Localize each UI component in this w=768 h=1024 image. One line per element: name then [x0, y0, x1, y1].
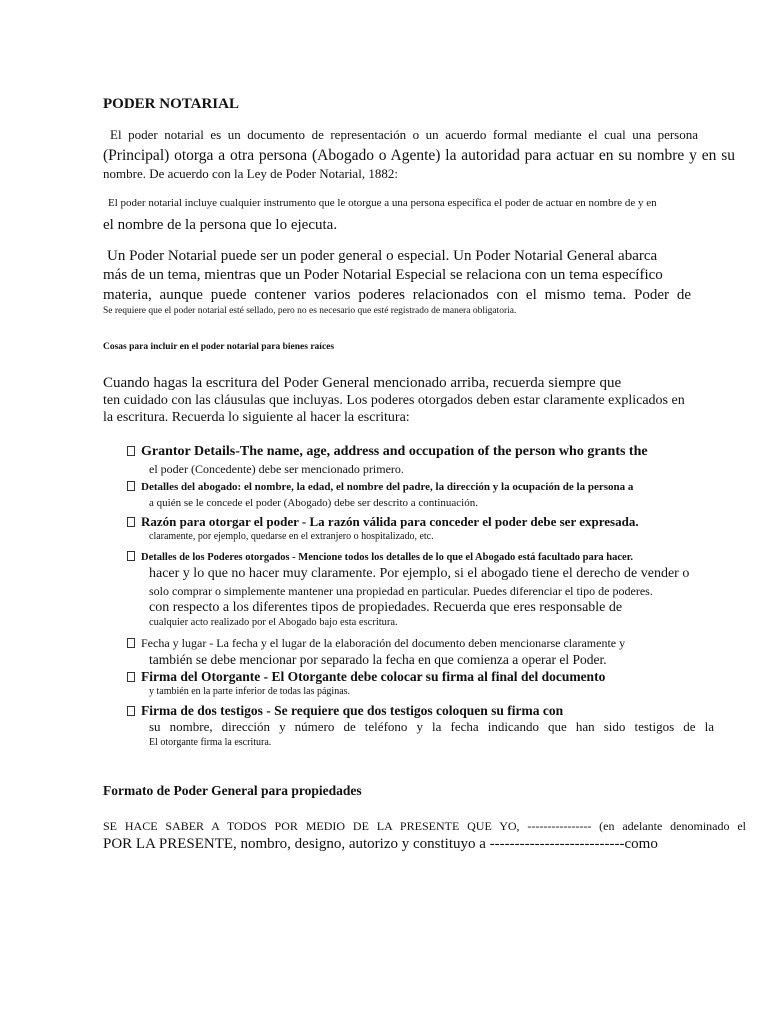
- bullet-4-line-1: Detalles de los Poderes otorgados - Mencione todos los detalles de lo que el Abogado está facultado para hacer.: [141, 552, 634, 563]
- bullet-4-line-5: cualquier acto realizado por el Abogado bajo esta escritura.: [149, 617, 398, 628]
- bullet-witness-signatures: [127, 704, 563, 718]
- bullet-4-line-3: solo comprar o simplemente mantener una propiedad en particular. Puedes diferenciar el tipo de poderes.: [149, 584, 653, 598]
- bullet-5-line-1: Fecha y lugar - La fecha y el lugar de la elaboración del documento deben mencionarse claramente y: [141, 636, 626, 650]
- document-title: PODER NOTARIAL: [103, 96, 239, 112]
- checkbox-glyph-icon: [127, 706, 135, 716]
- checkbox-glyph-icon: [127, 481, 135, 491]
- section-subheading: Cosas para incluir en el poder notarial para bienes raíces: [103, 342, 335, 352]
- bullet-date-place: [127, 637, 625, 649]
- paragraph-2-line-2: el nombre de la persona que lo ejecuta.: [103, 217, 338, 233]
- bullet-7-line-2: su nombre, dirección y número de teléfono y la fecha indicando que han sido testigos de la: [149, 719, 714, 734]
- paragraph-3-line-3: materia, aunque puede contener varios poderes relacionados con el mismo tema. Poder de: [103, 287, 691, 303]
- bullet-7-line-3: El otorgante firma la escritura.: [149, 737, 272, 748]
- paragraph-1-line-2: (Principal) otorga a otra persona (Abogado o Agente) la autoridad para actuar en su nombre y en su: [103, 147, 735, 164]
- checkbox-glyph-icon: [127, 551, 135, 561]
- paragraph-4-line-2: ten cuidado con las cláusulas que incluyas. Los poderes otorgados deben estar claramente explicados en: [103, 393, 685, 408]
- bullet-4-line-2: hacer y lo que no hacer muy claramente. Por ejemplo, si el abogado tiene el derecho de vender o: [149, 566, 690, 581]
- checkbox-glyph-icon: [127, 638, 135, 648]
- bullet-2-line-2: a quién se le concede el poder (Abogado) debe ser descrito a continuación.: [149, 497, 478, 509]
- bullet-grantor-details: [127, 445, 648, 459]
- bullet-5-line-2: también se debe mencionar por separado la fecha en que comienza a operar el Poder.: [149, 652, 607, 667]
- bullet-6-line-2: y también en la parte inferior de todas las páginas.: [149, 686, 351, 697]
- paragraph-1-line-1: El poder notarial es un documento de representación o un acuerdo formal mediante el cual una persona: [110, 127, 698, 142]
- paragraph-2-line-1: El poder notarial incluye cualquier instrumento que le otorgue a una persona específica el poder de actuar en nombre de y en: [108, 197, 657, 209]
- format-heading: Formato de Poder General para propiedades: [103, 783, 362, 798]
- bullet-3-line-2: claramente, por ejemplo, quedarse en el extranjero o hospitalizado, etc.: [149, 531, 434, 542]
- format-line-1: SE HACE SABER A TODOS POR MEDIO DE LA PRESENTE QUE YO, ---------------- (en adelante denominado el: [103, 819, 746, 833]
- bullet-2-line-1: Detalles del abogado: el nombre, la edad, el nombre del padre, la dirección y la ocupación de la persona a: [141, 481, 634, 493]
- bullet-1-line-1: Grantor Details-The name, age, address and occupation of the person who grants the: [141, 444, 648, 459]
- paragraph-1-line-3: nombre. De acuerdo con la Ley de Poder Notarial, 1882:: [103, 166, 398, 181]
- bullet-reason: [127, 515, 639, 528]
- checkbox-glyph-icon: [127, 446, 135, 456]
- bullet-6-line-1: Firma del Otorgante - El Otorgante debe colocar su firma al final del documento: [141, 669, 606, 684]
- bullet-grantor-signature: [127, 670, 605, 684]
- paragraph-4-line-3: la escritura. Recuerda lo siguiente al hacer la escritura:: [103, 410, 410, 425]
- paragraph-4-line-1: Cuando hagas la escritura del Poder General mencionado arriba, recuerda siempre que: [103, 375, 622, 391]
- paragraph-3-line-2: más de un tema, mientras que un Poder Notarial Especial se relaciona con un tema específico: [103, 267, 663, 283]
- bullet-3-line-1: Razón para otorgar el poder - La razón válida para conceder el poder debe ser expresada.: [141, 514, 639, 529]
- bullet-4-line-4: con respecto a los diferentes tipos de propiedades. Recuerda que eres responsable de: [149, 600, 623, 615]
- format-line-2: POR LA PRESENTE, nombro, designo, autorizo y constituyo a ---------------------------como: [103, 836, 658, 852]
- bullet-attorney-details: [127, 481, 633, 493]
- paragraph-3-line-4: Se requiere que el poder notarial esté sellado, pero no es necesario que esté registrado de manera obligatoria.: [103, 306, 517, 316]
- paragraph-3-line-1: Un Poder Notarial puede ser un poder general o especial. Un Poder Notarial General abarca: [107, 248, 658, 264]
- bullet-1-line-2: el poder (Concedente) debe ser mencionado primero.: [149, 462, 404, 476]
- checkbox-glyph-icon: [127, 517, 135, 527]
- bullet-7-line-1: Firma de dos testigos - Se requiere que dos testigos coloquen su firma con: [141, 703, 564, 718]
- bullet-powers-granted: [127, 551, 633, 564]
- checkbox-glyph-icon: [127, 672, 135, 682]
